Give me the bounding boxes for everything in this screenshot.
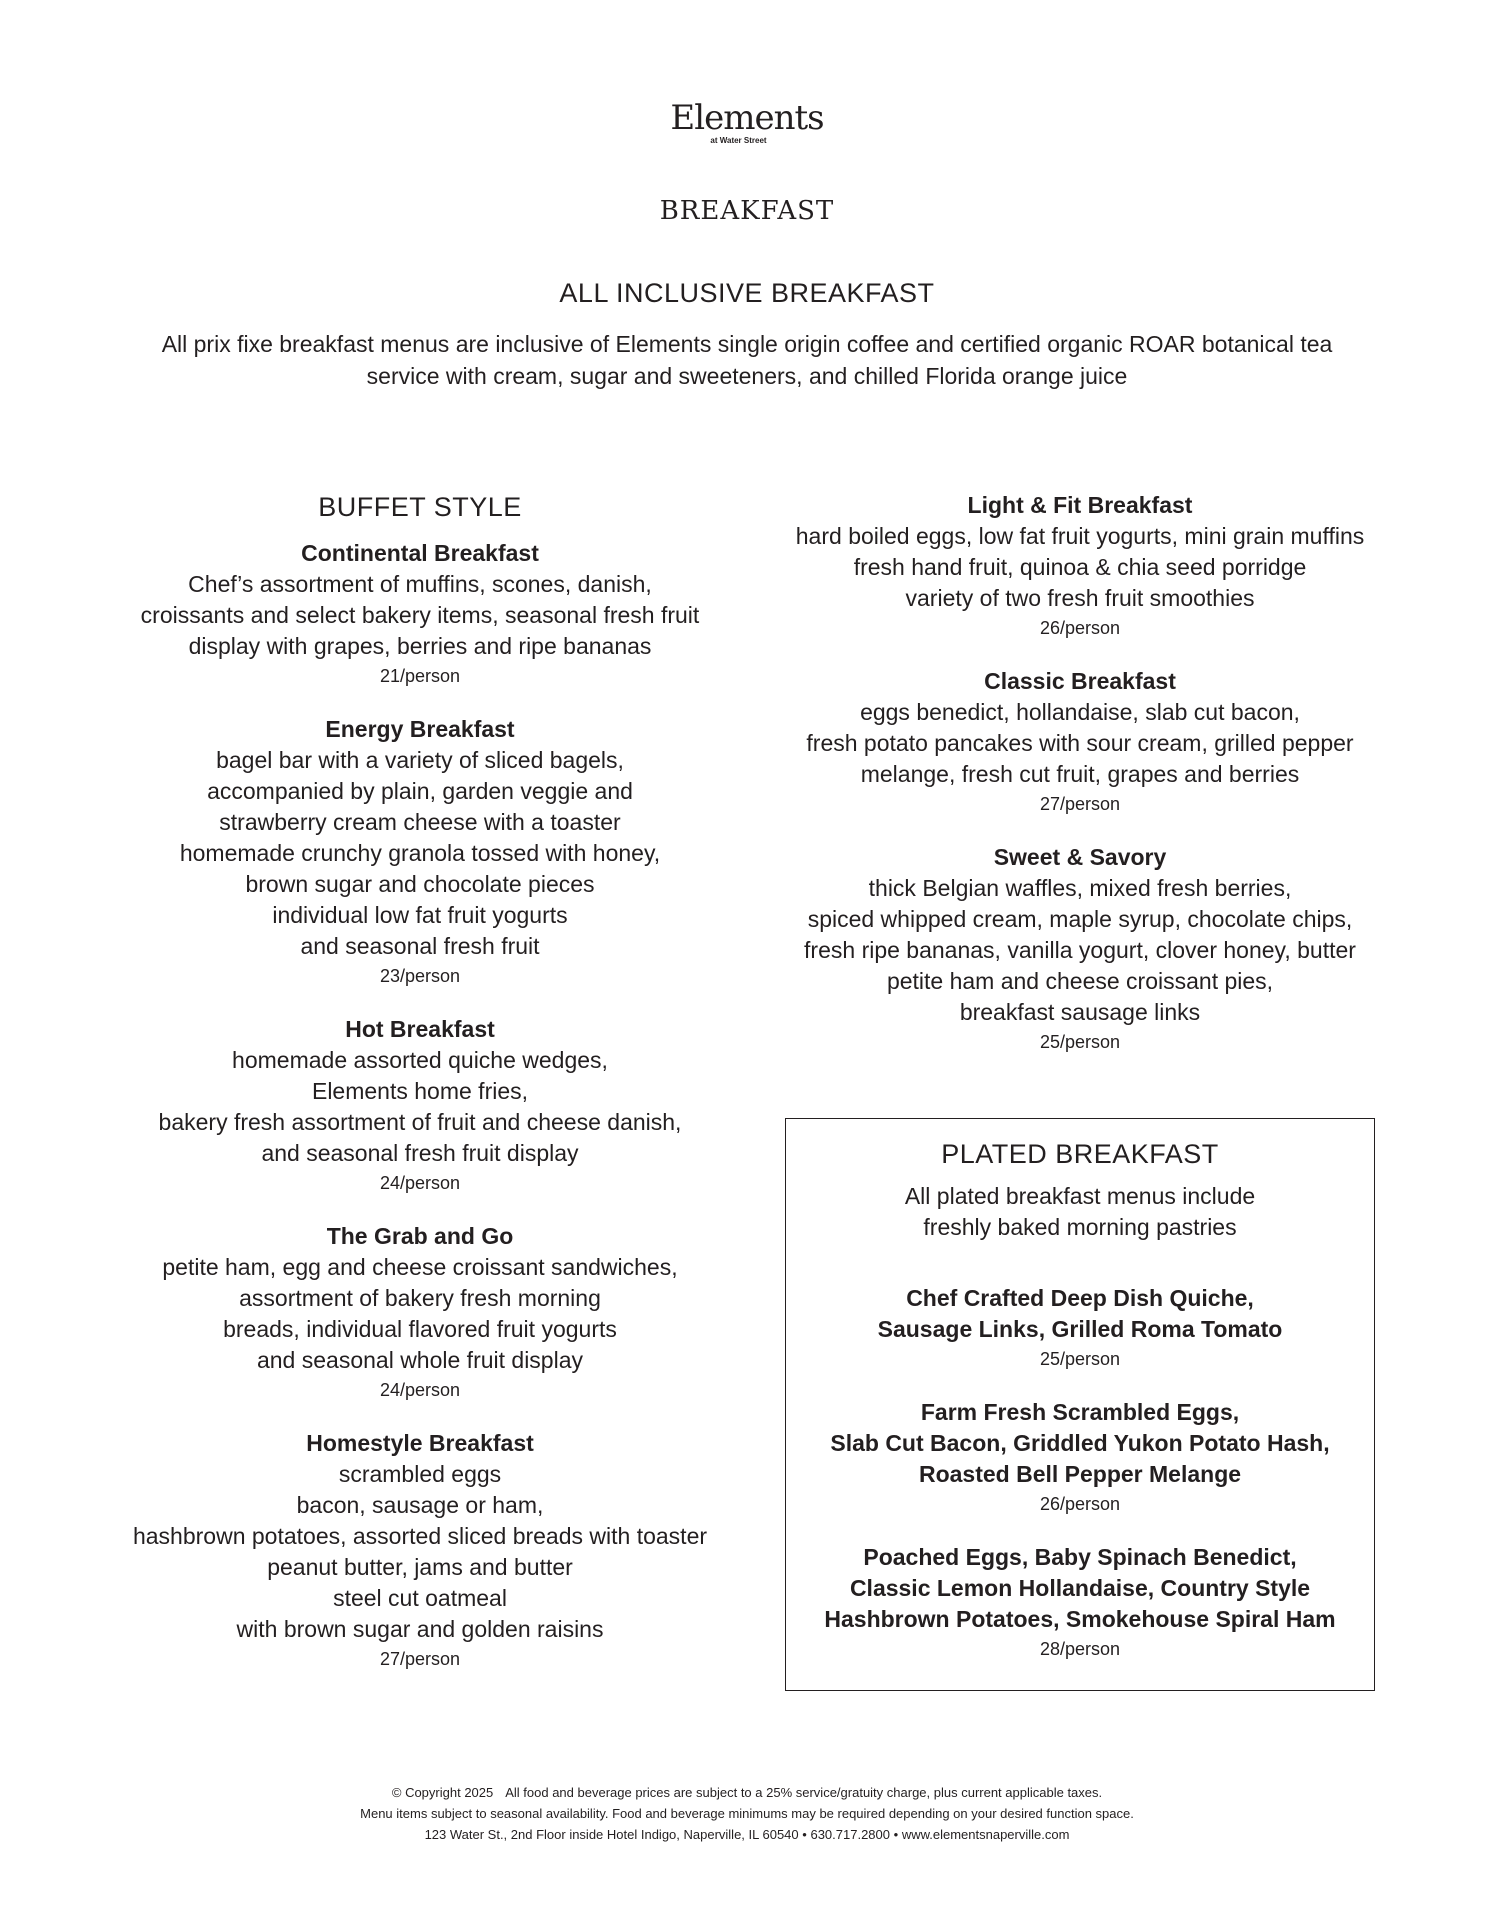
- item-price: 21/person: [379, 666, 461, 686]
- logo-subtitle: at Water Street: [710, 136, 767, 145]
- item-price: 24/person: [379, 1380, 461, 1400]
- item-desc-line: and seasonal fresh fruit display: [261, 1140, 579, 1166]
- plated-item-scrambled: [786, 1397, 1374, 1518]
- logo-name: Elements: [670, 98, 824, 138]
- menu-item-classic: [760, 666, 1400, 818]
- right-column: [760, 490, 1400, 1080]
- plated-title: PLATED BREAKFAST: [941, 1139, 1219, 1169]
- all-inclusive-desc-line: service with cream, sugar and sweeteners, and chilled Florida orange juice: [366, 363, 1128, 389]
- item-desc-line: hashbrown potatoes, assorted sliced breads with toaster: [132, 1523, 708, 1549]
- item-desc-line: breakfast sausage links: [959, 999, 1201, 1025]
- item-desc-line: with brown sugar and golden raisins: [236, 1616, 604, 1642]
- footer-line-1: [0, 1782, 1494, 1803]
- menu-item-light-fit: [760, 490, 1400, 642]
- buffet-section: [90, 490, 750, 1697]
- item-desc-line: melange, fresh cut fruit, grapes and berries: [860, 761, 1300, 787]
- item-desc-line: brown sugar and chocolate pieces: [245, 871, 595, 897]
- item-name: Sweet & Savory: [993, 844, 1167, 870]
- item-desc-line: petite ham and cheese croissant pies,: [886, 968, 1274, 994]
- footer-line-3: [0, 1824, 1494, 1845]
- item-name: Light & Fit Breakfast: [967, 492, 1193, 518]
- item-name-line: Poached Eggs, Baby Spinach Benedict,: [863, 1544, 1297, 1570]
- item-name: Hot Breakfast: [345, 1016, 495, 1042]
- item-desc-line: fresh potato pancakes with sour cream, grilled pepper: [806, 730, 1354, 756]
- menu-item-grab-and-go: [90, 1221, 750, 1404]
- item-desc-line: accompanied by plain, garden veggie and: [207, 778, 633, 804]
- footer-line-2: Menu items subject to seasonal availability. Food and beverage minimums may be required depending on your desired function space.: [360, 1806, 1134, 1821]
- item-desc-line: breads, individual flavored fruit yogurts: [223, 1316, 617, 1342]
- item-desc-line: and seasonal whole fruit display: [256, 1347, 584, 1373]
- separator-dot: •: [802, 1827, 807, 1842]
- item-name-line: Classic Lemon Hollandaise, Country Style: [849, 1575, 1311, 1601]
- menu-item-continental: [90, 538, 750, 690]
- item-name-line: Chef Crafted Deep Dish Quiche,: [906, 1285, 1254, 1311]
- all-inclusive-title: ALL INCLUSIVE BREAKFAST: [559, 278, 935, 308]
- item-desc-line: homemade assorted quiche wedges,: [232, 1047, 608, 1073]
- item-price: 24/person: [379, 1173, 461, 1193]
- page-title: BREAKFAST: [659, 196, 835, 226]
- item-desc-line: bakery fresh assortment of fruit and cheese danish,: [158, 1109, 682, 1135]
- service-charge-note: All food and beverage prices are subject to a 25% service/gratuity charge, plus current applicable taxes.: [505, 1785, 1103, 1800]
- item-desc-line: individual low fat fruit yogurts: [272, 902, 568, 928]
- buffet-title: BUFFET STYLE: [318, 492, 522, 522]
- menu-item-hot: [90, 1014, 750, 1197]
- menu-item-sweet-savory: [760, 842, 1400, 1056]
- item-name-line: Hashbrown Potatoes, Smokehouse Spiral Ham: [824, 1606, 1336, 1632]
- all-inclusive-desc-line: All prix fixe breakfast menus are inclusive of Elements single origin coffee and certified organic ROAR botanical tea: [161, 331, 1333, 357]
- item-desc-line: scrambled eggs: [338, 1461, 502, 1487]
- item-name: Homestyle Breakfast: [306, 1430, 534, 1456]
- item-name-line: Slab Cut Bacon, Griddled Yukon Potato Hash,: [830, 1430, 1330, 1456]
- item-desc-line: homemade crunchy granola tossed with honey,: [179, 840, 661, 866]
- item-desc-line: hard boiled eggs, low fat fruit yogurts, mini grain muffins: [795, 523, 1365, 549]
- item-desc-line: bacon, sausage or ham,: [296, 1492, 544, 1518]
- item-name-line: Farm Fresh Scrambled Eggs,: [920, 1399, 1240, 1425]
- plated-item-poached: [786, 1542, 1374, 1663]
- item-desc-line: croissants and select bakery items, seasonal fresh fruit: [140, 602, 700, 628]
- item-desc-line: peanut butter, jams and butter: [267, 1554, 573, 1580]
- item-desc-line: variety of two fresh fruit smoothies: [905, 585, 1255, 611]
- plated-item-quiche: [786, 1283, 1374, 1373]
- item-name: The Grab and Go: [326, 1223, 514, 1249]
- item-price: 25/person: [1039, 1032, 1121, 1052]
- item-desc-line: fresh ripe bananas, vanilla yogurt, clover honey, butter: [804, 937, 1356, 963]
- item-desc-line: spiced whipped cream, maple syrup, chocolate chips,: [807, 906, 1353, 932]
- website-link[interactable]: www.elementsnaperville.com: [901, 1827, 1070, 1842]
- item-desc-line: strawberry cream cheese with a toaster: [219, 809, 621, 835]
- item-desc-line: and seasonal fresh fruit: [300, 933, 540, 959]
- item-desc-line: steel cut oatmeal: [333, 1585, 507, 1611]
- address: 123 Water St., 2nd Floor inside Hotel Indigo, Naperville, IL 60540: [424, 1827, 799, 1842]
- item-desc-line: petite ham, egg and cheese croissant sandwiches,: [162, 1254, 678, 1280]
- item-price: 26/person: [1039, 1494, 1121, 1514]
- item-desc-line: assortment of bakery fresh morning: [239, 1285, 601, 1311]
- separator-dot: •: [893, 1827, 899, 1842]
- item-name: Continental Breakfast: [301, 540, 539, 566]
- item-name-line: Sausage Links, Grilled Roma Tomato: [877, 1316, 1283, 1342]
- item-price: 26/person: [1039, 618, 1121, 638]
- item-price: 27/person: [1039, 794, 1121, 814]
- menu-item-homestyle: [90, 1428, 750, 1673]
- plated-breakfast-box: [785, 1118, 1375, 1691]
- plated-desc-line: All plated breakfast menus include: [904, 1183, 1256, 1209]
- item-desc-line: Elements home fries,: [311, 1078, 529, 1104]
- plated-desc-line: freshly baked morning pastries: [923, 1214, 1237, 1240]
- item-price: 25/person: [1039, 1349, 1121, 1369]
- item-price: 27/person: [379, 1649, 461, 1669]
- logo: [0, 100, 1494, 148]
- phone[interactable]: 630.717.2800: [810, 1827, 890, 1842]
- item-desc-line: Chef’s assortment of muffins, scones, danish,: [188, 571, 652, 597]
- item-desc-line: display with grapes, berries and ripe bananas: [188, 633, 652, 659]
- plated-description: [786, 1181, 1374, 1243]
- item-desc-line: thick Belgian waffles, mixed fresh berries,: [868, 875, 1292, 901]
- item-desc-line: fresh hand fruit, quinoa & chia seed porridge: [853, 554, 1307, 580]
- item-name: Energy Breakfast: [325, 716, 515, 742]
- all-inclusive-description: [115, 328, 1379, 392]
- item-desc-line: eggs benedict, hollandaise, slab cut bacon,: [860, 699, 1300, 725]
- item-desc-line: bagel bar with a variety of sliced bagels,: [216, 747, 624, 773]
- item-name-line: Roasted Bell Pepper Melange: [918, 1461, 1242, 1487]
- copyright: © Copyright 2025: [391, 1785, 494, 1800]
- item-name: Classic Breakfast: [984, 668, 1176, 694]
- item-price: 28/person: [1039, 1639, 1121, 1659]
- menu-item-energy: [90, 714, 750, 990]
- footer: [0, 1782, 1494, 1845]
- item-price: 23/person: [379, 966, 461, 986]
